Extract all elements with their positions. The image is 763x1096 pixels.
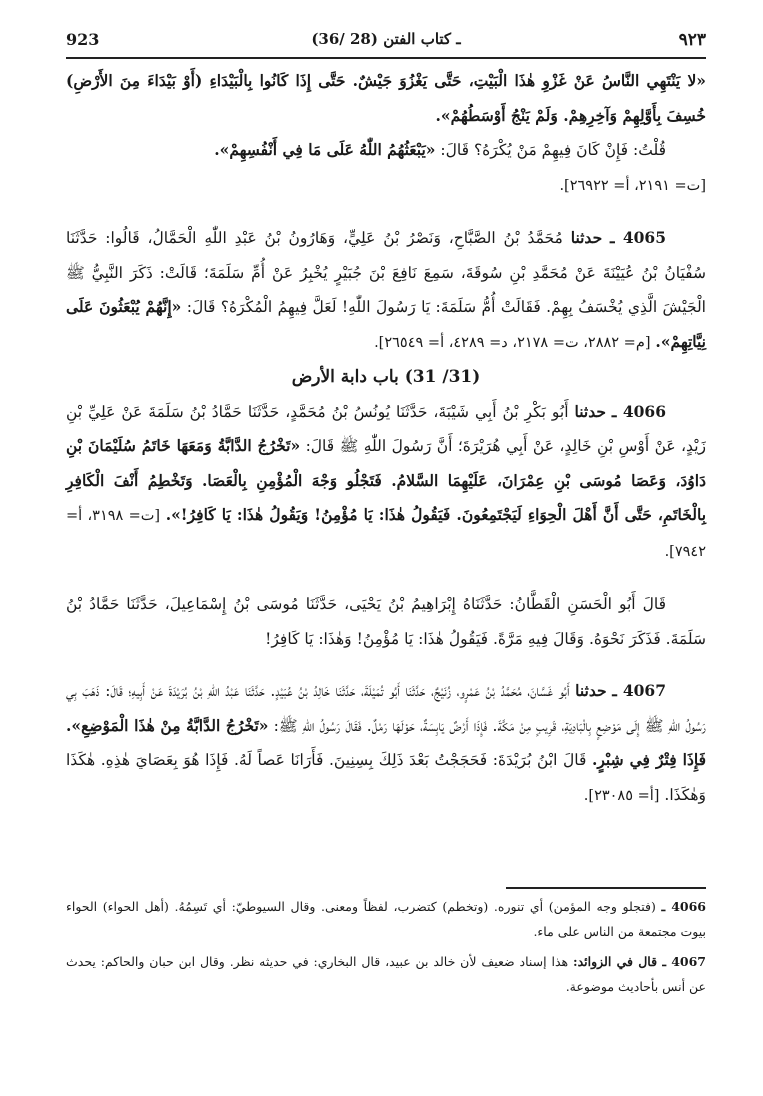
hadith-text-continued: قَالَ ابْنُ بُرَيْدَةَ: فَحَجَجْتُ بَعْدَ ذَلِكَ بِسِنِينَ. فَأَرَانَا عَصاً لَهُ. فَإِذَا هُوَ بِعَصَايَ هٰذِهِ. هٰكَذَا وَهٰكَذَا. <box>66 751 706 804</box>
hadith-text: أَبُو غَسَّانَ، مُحَمَّدُ بْنُ عَمْرٍو، زُنَيْجٌ، حَدَّثَنَا أَبُو تُمَيْلَةَ، حَدَّثَنَا خَالِدُ بْنُ عُبَيْدٍ. حَدَّثَنَا عَبْدُ اللّٰهِ بْنُ بُرَيْدَةَ عَنْ أَبِيهِ؛ قَالَ: ذَهَبَ بِي رَسُولُ اللّٰهِ ﷺ إِلَى مَوْضِعٍ بِالْبَادِيَةِ، قَرِيبٍ مِنْ مَكَّةَ. فَإِذَا أَرْضٌ يَابِسَةٌ، حَوْلَهَا رَمْلٌ. فَقَالَ رَسُولُ اللّٰهِ ﷺ: <box>66 682 706 735</box>
hadith-number: 4066 ـ <box>611 401 666 421</box>
hadith-4067 <box>66 674 706 813</box>
qattan-note: قَالَ أَبُو الْحَسَنِ الْقَطَّانُ: حَدَّثَنَاهُ إِبْرَاهِيمُ بْنُ يَحْيَى، حَدَّثَنَا مُوسَى بْنُ إِسْمَاعِيلَ، حَدَّثَنَا حَمَّادُ بْنُ سَلَمَةَ. فَذَكَرَ نَحْوَهُ. وَقَالَ فِيهِ مَرَّةً. فَيَقُولُ هٰذَا: يَا مُؤْمِنُ! وَهٰذَا: يَا كَافِرُ! <box>66 595 706 648</box>
hadith-number: 4067 ـ <box>612 681 666 700</box>
footnote-label: 4067 ـ قال في الزوائد: <box>573 954 707 969</box>
prophetic-quote: «تَخْرُجُ الدَّابَّةُ مِنْ هٰذَا الْمَوْضِعِ». فَإِذَا فِتْرٌ فِي شِبْرٍ. <box>66 715 706 769</box>
footnote-text: هذا إسناد ضعيف لأن خالد بن عبيد، قال البخاري: في حديثه نظر. وقال ابن حبان والحاكم: يحدث عن أنس بأحاديث موضوعة. <box>66 954 706 994</box>
hadith-number: 4065 ـ <box>610 228 666 247</box>
prophetic-quote: «يَبْعَثُهُمُ اللّٰهُ عَلَى مَا فِي أَنْفُسِهِمْ». <box>214 140 436 159</box>
header-rule <box>66 57 706 59</box>
hadith-continuation <box>66 64 706 133</box>
footnote-rule <box>506 887 706 889</box>
hadith-opener: حدثنا <box>575 681 607 700</box>
takhrij-reference: [أ= ٢٣٠٨٥]. <box>583 787 660 804</box>
page-number-arabic: ٩٢٣ <box>678 30 706 50</box>
takhrij-reference: [ت= ٣١٩٨، أ= ٧٩٤٢]. <box>66 508 706 560</box>
running-title: (36/ 28) ـ كتاب الفتن <box>311 30 461 48</box>
page-number-latin: 923 <box>66 30 100 49</box>
footnotes <box>66 894 706 1004</box>
hadith-opener: حدثنا <box>570 228 603 247</box>
page-header <box>66 30 706 56</box>
hadith-text: مُحَمَّدُ بْنُ الصَّبَّاحِ، وَنَصْرُ بْنُ عَلِيٍّ، وَهَارُونُ بْنُ عَبْدِ اللّٰهِ الْحَمَّالُ، قَالُوا: حَدَّثَنَا سُفْيَانُ بْنُ عُيَيْنَةَ عَنْ مُحَمَّدِ بْنِ سُوقَةَ، سَمِعَ نَافِعَ بْنَ جُبَيْرٍ يُخْبِرُ عَنْ أُمِّ سَلَمَةَ؛ قَالَتْ: ذَكَرَ النَّبِيُّ ﷺ الْجَيْشَ الَّذِي يُخْسَفُ بِهِمْ. فَقَالَتْ أُمُّ سَلَمَةَ: يَا رَسُولَ اللّٰهِ! لَعَلَّ فِيهِمُ الْمُكْرَهُ؟ قَالَ: <box>66 229 706 316</box>
hadith-4065 <box>66 221 706 360</box>
main-text <box>66 64 706 813</box>
takhrij-reference: [م= ٢٨٨٢، ت= ٢١٧٨، د= ٤٢٨٩، أ= ٢٦٥٤٩]. <box>374 334 651 351</box>
prophetic-quote: «تَخْرُجُ الدَّابَّةُ وَمَعَهَا خَاتَمُ سُلَيْمَانَ بْنِ دَاوُدَ، وَعَصَا مُوسَى بْنِ عِمْرَانَ، عَلَيْهِمَا السَّلامُ. فَتَجْلُو وَجْهَ الْمُؤْمِنِ بِالْعَصَا. وَتَخْطِمُ أَنْفَ الْكَافِرِ بِالْخَاتَمِ، حَتَّى أَنَّ أَهْلَ الْحِوَاءِ لَيَجْتَمِعُونَ. فَيَقُولُ هٰذَا: يَا مُؤْمِنُ! وَيَقُولُ هٰذَا: يَا كَافِرُ!». <box>66 436 707 524</box>
question-paragraph <box>66 133 706 203</box>
question-text: قُلْتُ: فَإِنْ كَانَ فِيهِمْ مَنْ يُكْرَهُ؟ قَالَ: <box>440 141 666 159</box>
prophetic-quote: «لا يَنْتَهِي النَّاسُ عَنْ غَزْوِ هٰذَا الْبَيْتِ، حَتَّى يَغْزُوَ جَيْشٌ. حَتَّى إِذَا كَانُوا بِالْبَيْدَاءِ (أَوْ بَيْدَاءَ مِنَ الأَرْضِ) خُسِفَ بِأَوَّلِهِمْ وَآخِرِهِمْ. وَلَمْ يَنْجُ أَوْسَطُهُمْ». <box>66 71 706 125</box>
footnote-text: (فتجلو وجه المؤمن) أي تنوره. (وتخطم) كتضرب، لفظاً ومعنى. وقال السيوطيّ: أي تَسِمُهُ. (أهل الحواء) الحواء بيوت مجتمعة من الناس على ماء. <box>66 899 706 939</box>
hadith-text: أَبُو بَكْرِ بْنُ أَبِي شَيْبَةَ، حَدَّثَنَا يُونُسُ بْنُ مُحَمَّدٍ، حَدَّثَنَا حَمَّادُ بْنُ سَلَمَةَ عَنْ عَلِيِّ بْنِ زَيْدٍ، عَنْ أَوْسِ بْنِ خَالِدٍ، عَنْ أَبِي هُرَيْرَةَ؛ أَنَّ رَسُولَ اللّٰهِ ﷺ قَالَ: <box>66 402 706 455</box>
hadith-4066 <box>66 395 706 570</box>
chapter-heading: (31/ 31) باب دابة الأرض <box>291 367 481 387</box>
footnote-4066 <box>66 894 706 944</box>
hadith-opener: حدثنا <box>574 401 606 421</box>
prophetic-quote: «إِنَّهُمْ يُبْعَثُونَ عَلَى نِيَّاتِهِمْ». <box>66 297 706 351</box>
footnote-label: 4066 ـ <box>661 899 706 914</box>
footnote-4067 <box>66 949 706 999</box>
takhrij-reference: [ت= ٢١٩١، أ= ٢٦٩٢٢]. <box>559 177 706 194</box>
